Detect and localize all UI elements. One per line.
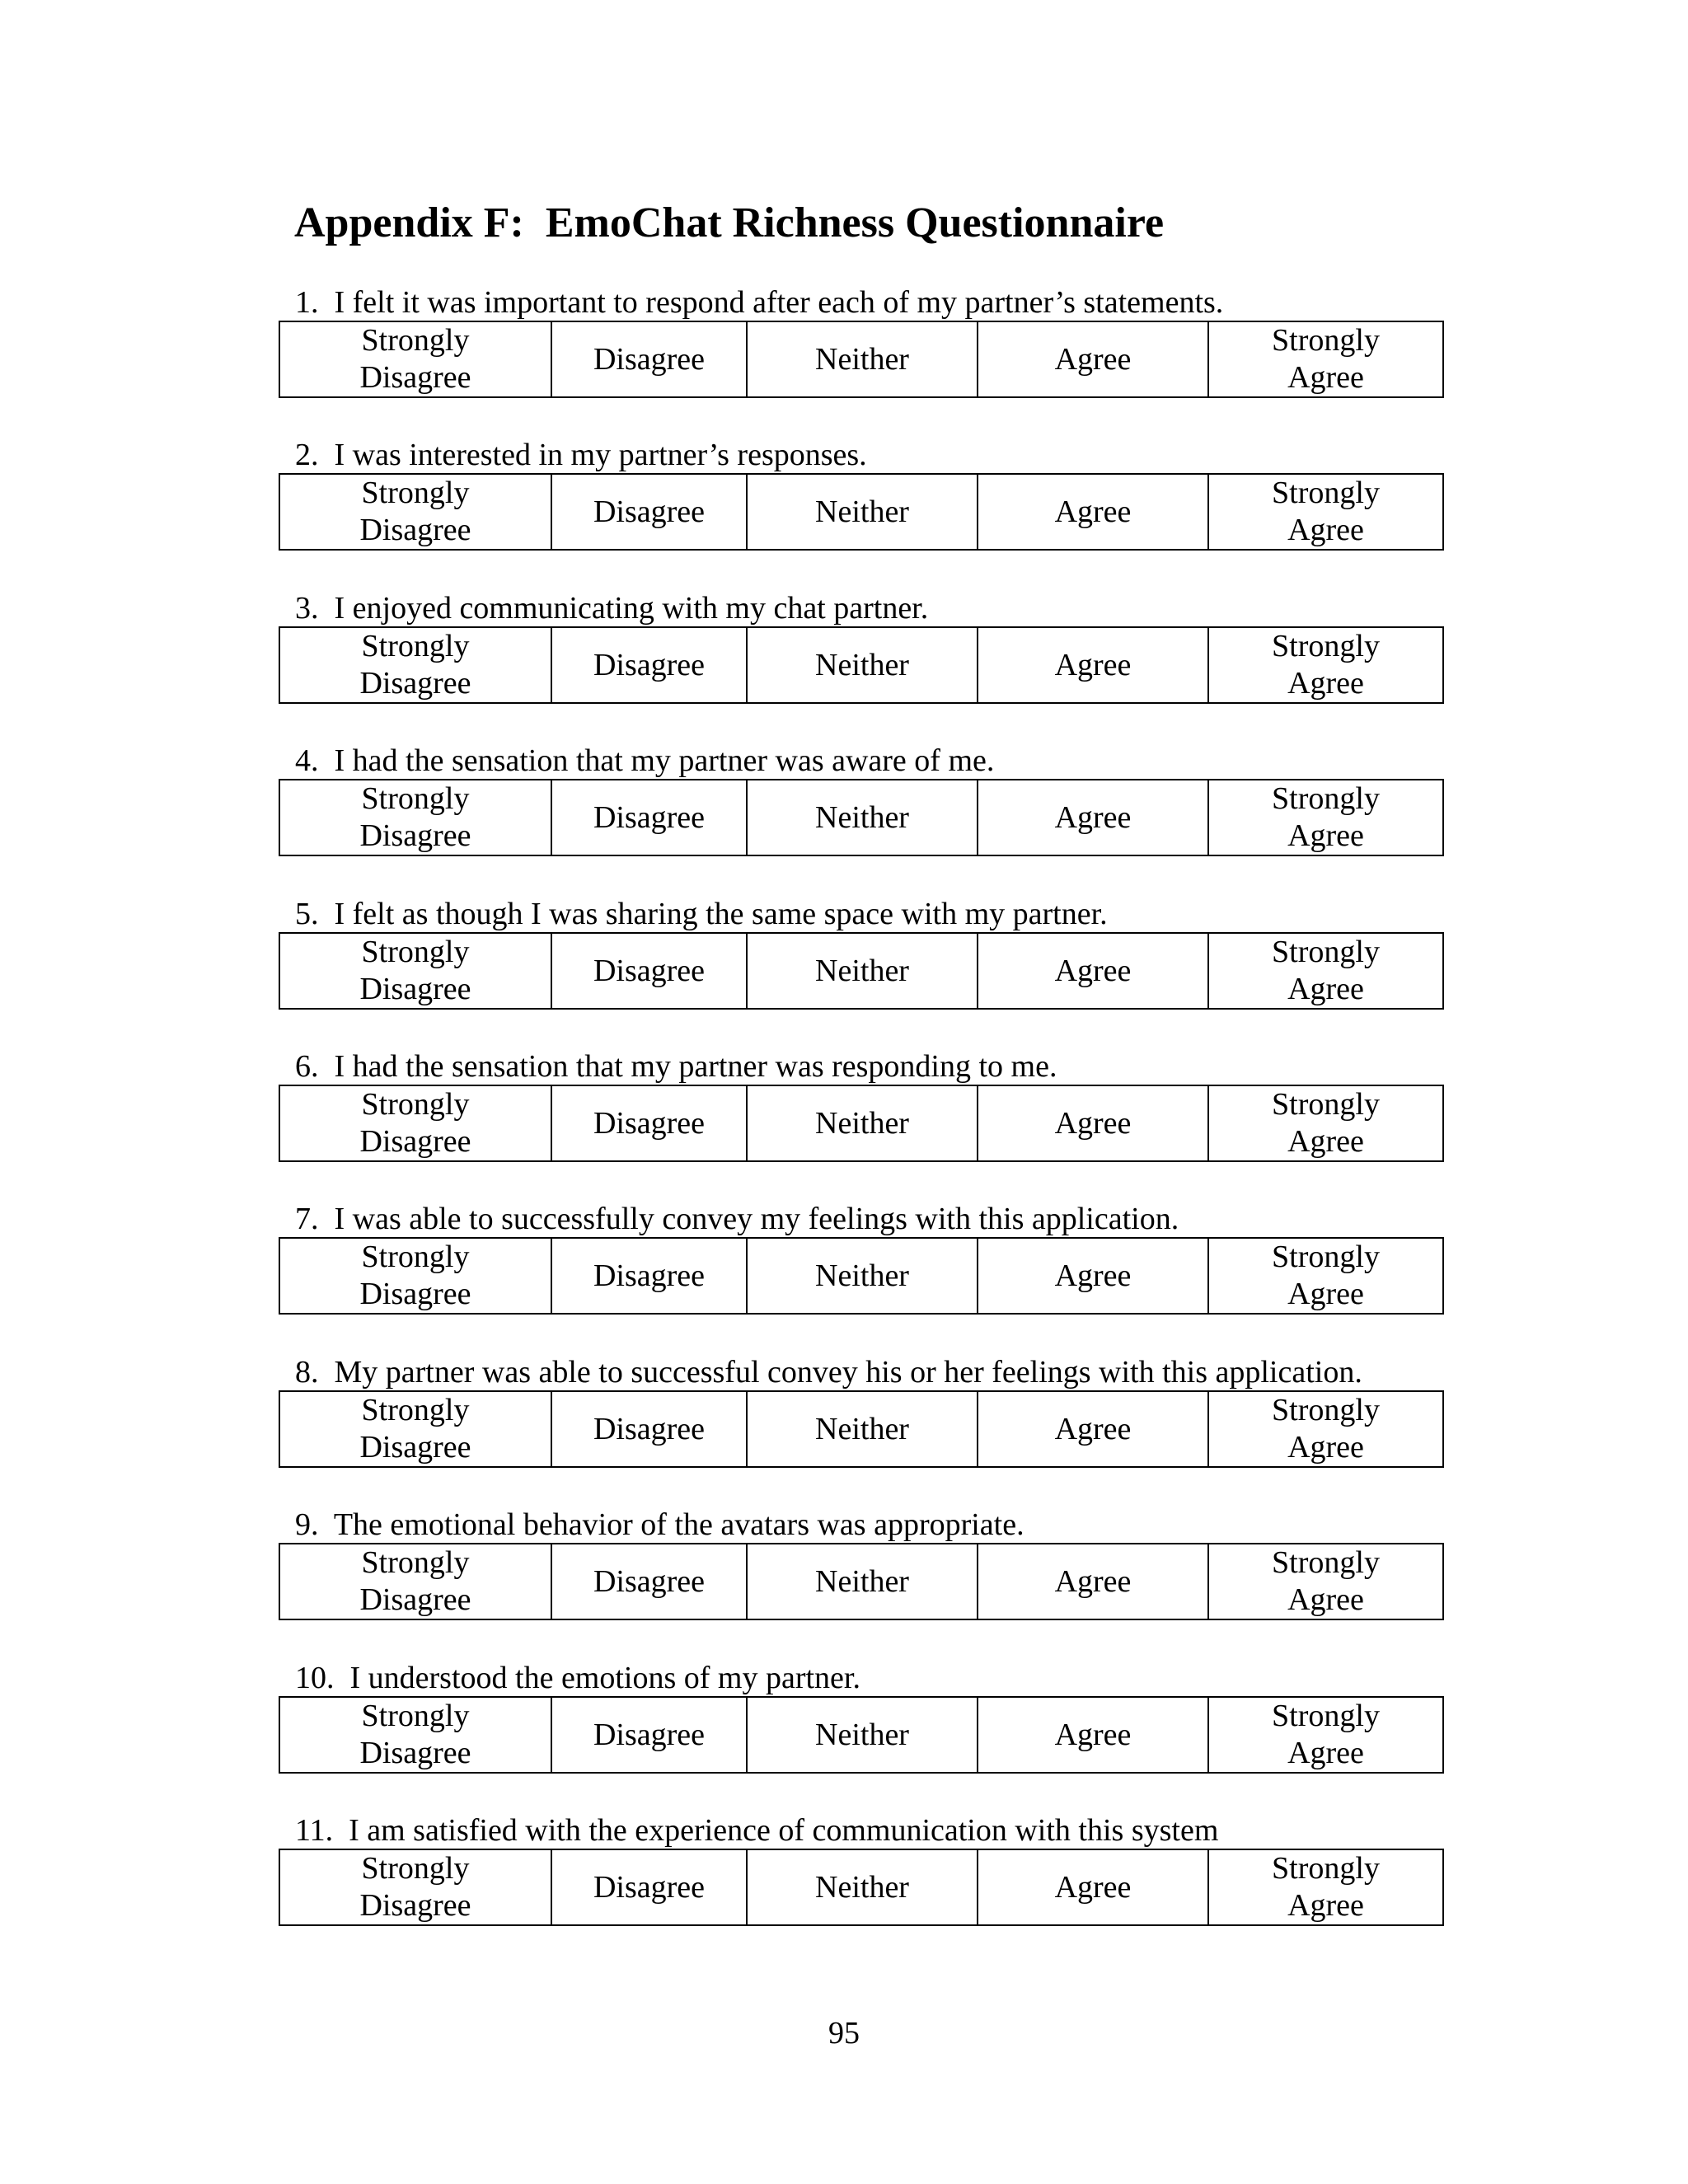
option-disagree[interactable]: [551, 1849, 747, 1925]
question-3: [279, 590, 1436, 704]
option-neither[interactable]: [747, 1391, 978, 1467]
option-label-line: Strongly: [1272, 1087, 1380, 1122]
option-label: Disagree: [593, 494, 706, 529]
page-title: Appendix F: EmoChat Richness Questionnaire: [294, 199, 1165, 246]
question-1: [279, 284, 1436, 398]
question-text: 11. I am satisfied with the experience of communication with this system: [295, 1813, 1219, 1848]
option-neither[interactable]: [747, 780, 978, 855]
option-disagree[interactable]: [551, 1238, 747, 1314]
option-strongly-agree[interactable]: [1208, 627, 1443, 703]
option-label: Disagree: [593, 1564, 706, 1599]
option-label-line: Agree: [1287, 513, 1364, 547]
option-label: Neither: [815, 1258, 909, 1293]
option-strongly-disagree[interactable]: [279, 1085, 551, 1161]
option-label-line: Strongly: [1272, 1393, 1380, 1427]
option-strongly-disagree[interactable]: [279, 321, 551, 397]
option-label: Agree: [1054, 342, 1132, 377]
option-label: Agree: [1054, 800, 1132, 835]
option-label: Agree: [1054, 1564, 1132, 1599]
option-label-line: Agree: [1287, 1582, 1364, 1617]
option-label-line: Disagree: [359, 818, 471, 853]
option-label: Agree: [1054, 1258, 1132, 1293]
option-label: Disagree: [593, 1718, 706, 1752]
option-label-line: Strongly: [1272, 1240, 1380, 1274]
option-label-line: Agree: [1287, 1736, 1364, 1770]
likert-scale: [279, 779, 1444, 856]
option-label-line: Strongly: [1272, 629, 1380, 663]
option-strongly-disagree[interactable]: [279, 1544, 551, 1619]
option-label: Neither: [815, 954, 909, 988]
option-label-line: Disagree: [359, 972, 471, 1006]
option-label-line: Strongly: [361, 476, 470, 510]
option-strongly-disagree[interactable]: [279, 1238, 551, 1314]
question-5: [279, 896, 1436, 1010]
option-label-line: Strongly: [1272, 935, 1380, 969]
option-label: Neither: [815, 1106, 909, 1141]
likert-scale: [279, 321, 1444, 398]
question-text: 5. I felt as though I was sharing the same space with my partner.: [295, 897, 1108, 931]
option-neither[interactable]: [747, 627, 978, 703]
option-label: Neither: [815, 1718, 909, 1752]
option-label-line: Agree: [1287, 1277, 1364, 1311]
option-neither[interactable]: [747, 1849, 978, 1925]
option-label: Agree: [1054, 648, 1132, 682]
option-label: Agree: [1054, 1106, 1132, 1141]
option-label-line: Strongly: [361, 1699, 470, 1733]
option-label-line: Agree: [1287, 1430, 1364, 1465]
question-text: 1. I felt it was important to respond after each of my partner’s statements.: [295, 285, 1224, 320]
option-agree[interactable]: [978, 1544, 1208, 1619]
option-label-line: Strongly: [1272, 1699, 1380, 1733]
option-label-line: Strongly: [1272, 781, 1380, 816]
option-agree[interactable]: [978, 1085, 1208, 1161]
option-label: Neither: [815, 1564, 909, 1599]
option-label-line: Strongly: [361, 781, 470, 816]
question-text: 6. I had the sensation that my partner was responding to me.: [295, 1049, 1057, 1084]
option-strongly-agree[interactable]: [1208, 1544, 1443, 1619]
option-disagree[interactable]: [551, 321, 747, 397]
likert-scale: [279, 626, 1444, 704]
option-label-line: Disagree: [359, 1736, 471, 1770]
option-label: Disagree: [593, 800, 706, 835]
option-label-line: Agree: [1287, 360, 1364, 395]
option-disagree[interactable]: [551, 1544, 747, 1619]
option-label-line: Strongly: [361, 629, 470, 663]
likert-scale: [279, 1849, 1444, 1926]
option-label-line: Disagree: [359, 360, 471, 395]
option-label-line: Strongly: [1272, 323, 1380, 358]
option-strongly-disagree[interactable]: [279, 1391, 551, 1467]
option-agree[interactable]: [978, 1391, 1208, 1467]
option-label-line: Strongly: [361, 323, 470, 358]
option-label-line: Disagree: [359, 513, 471, 547]
option-label-line: Agree: [1287, 666, 1364, 701]
option-agree[interactable]: [978, 627, 1208, 703]
option-strongly-agree[interactable]: [1208, 1697, 1443, 1773]
question-10: [279, 1660, 1436, 1774]
option-strongly-agree[interactable]: [1208, 1238, 1443, 1314]
option-label-line: Disagree: [359, 1888, 471, 1923]
option-label-line: Agree: [1287, 1888, 1364, 1923]
question-6: [279, 1048, 1436, 1162]
option-strongly-disagree[interactable]: [279, 1849, 551, 1925]
question-4: [279, 743, 1436, 856]
option-agree[interactable]: [978, 933, 1208, 1009]
option-label: Disagree: [593, 1258, 706, 1293]
option-neither[interactable]: [747, 474, 978, 550]
option-label: Agree: [1054, 494, 1132, 529]
option-label-line: Strongly: [1272, 1545, 1380, 1580]
option-strongly-agree[interactable]: [1208, 1849, 1443, 1925]
option-disagree[interactable]: [551, 1085, 747, 1161]
option-label-line: Disagree: [359, 1124, 471, 1159]
question-9: [279, 1507, 1436, 1620]
question-text: 3. I enjoyed communicating with my chat partner.: [295, 591, 929, 626]
option-disagree[interactable]: [551, 1391, 747, 1467]
option-label: Disagree: [593, 1412, 706, 1446]
option-strongly-agree[interactable]: [1208, 321, 1443, 397]
option-label-line: Strongly: [361, 1851, 470, 1886]
option-agree[interactable]: [978, 1697, 1208, 1773]
option-strongly-disagree[interactable]: [279, 933, 551, 1009]
option-label: Neither: [815, 1870, 909, 1905]
page-number: 95: [828, 2016, 860, 2050]
option-label-line: Strongly: [361, 1240, 470, 1274]
question-text: 10. I understood the emotions of my partner.: [295, 1661, 860, 1695]
option-label: Agree: [1054, 954, 1132, 988]
question-11: [279, 1812, 1436, 1926]
likert-scale: [279, 1696, 1444, 1774]
question-text: 2. I was interested in my partner’s responses.: [295, 438, 867, 472]
question-text: 7. I was able to successfully convey my feelings with this application.: [295, 1202, 1179, 1236]
option-strongly-agree[interactable]: [1208, 933, 1443, 1009]
likert-scale: [279, 1543, 1444, 1620]
option-label: Neither: [815, 494, 909, 529]
option-label: Neither: [815, 800, 909, 835]
option-label: Agree: [1054, 1718, 1132, 1752]
question-text: 8. My partner was able to successful convey his or her feelings with this application.: [295, 1355, 1362, 1390]
question-8: [279, 1354, 1436, 1468]
option-disagree[interactable]: [551, 780, 747, 855]
option-disagree[interactable]: [551, 1697, 747, 1773]
option-agree[interactable]: [978, 1238, 1208, 1314]
option-label: Agree: [1054, 1870, 1132, 1905]
option-agree[interactable]: [978, 474, 1208, 550]
option-strongly-agree[interactable]: [1208, 1085, 1443, 1161]
question-text: 4. I had the sensation that my partner was aware of me.: [295, 743, 995, 778]
option-label: Disagree: [593, 1106, 706, 1141]
option-strongly-agree[interactable]: [1208, 474, 1443, 550]
likert-scale: [279, 1390, 1444, 1468]
option-disagree[interactable]: [551, 474, 747, 550]
option-label-line: Strongly: [361, 935, 470, 969]
option-strongly-agree[interactable]: [1208, 780, 1443, 855]
option-agree[interactable]: [978, 780, 1208, 855]
option-strongly-agree[interactable]: [1208, 1391, 1443, 1467]
option-label-line: Agree: [1287, 972, 1364, 1006]
option-strongly-disagree[interactable]: [279, 780, 551, 855]
option-label: Disagree: [593, 342, 706, 377]
option-label: Neither: [815, 1412, 909, 1446]
option-label-line: Strongly: [1272, 1851, 1380, 1886]
option-disagree[interactable]: [551, 627, 747, 703]
option-label-line: Disagree: [359, 666, 471, 701]
option-label-line: Strongly: [361, 1393, 470, 1427]
option-label-line: Strongly: [1272, 476, 1380, 510]
option-neither[interactable]: [747, 933, 978, 1009]
option-label-line: Disagree: [359, 1430, 471, 1465]
option-agree[interactable]: [978, 1849, 1208, 1925]
question-text: 9. The emotional behavior of the avatars was appropriate.: [295, 1507, 1025, 1542]
option-label: Disagree: [593, 1870, 706, 1905]
option-strongly-disagree[interactable]: [279, 627, 551, 703]
option-label-line: Agree: [1287, 1124, 1364, 1159]
option-strongly-disagree[interactable]: [279, 474, 551, 550]
question-2: [279, 437, 1436, 551]
option-neither[interactable]: [747, 321, 978, 397]
option-label-line: Disagree: [359, 1582, 471, 1617]
likert-scale: [279, 1237, 1444, 1315]
option-label: Neither: [815, 648, 909, 682]
option-label: Disagree: [593, 954, 706, 988]
option-label: Disagree: [593, 648, 706, 682]
option-strongly-disagree[interactable]: [279, 1697, 551, 1773]
question-7: [279, 1201, 1436, 1315]
option-label-line: Agree: [1287, 818, 1364, 853]
likert-scale: [279, 932, 1444, 1010]
option-label-line: Strongly: [361, 1087, 470, 1122]
likert-scale: [279, 1085, 1444, 1162]
option-neither[interactable]: [747, 1697, 978, 1773]
option-label-line: Disagree: [359, 1277, 471, 1311]
option-disagree[interactable]: [551, 933, 747, 1009]
option-neither[interactable]: [747, 1238, 978, 1314]
option-neither[interactable]: [747, 1085, 978, 1161]
option-neither[interactable]: [747, 1544, 978, 1619]
likert-scale: [279, 473, 1444, 551]
option-label: Agree: [1054, 1412, 1132, 1446]
option-agree[interactable]: [978, 321, 1208, 397]
option-label-line: Strongly: [361, 1545, 470, 1580]
option-label: Neither: [815, 342, 909, 377]
